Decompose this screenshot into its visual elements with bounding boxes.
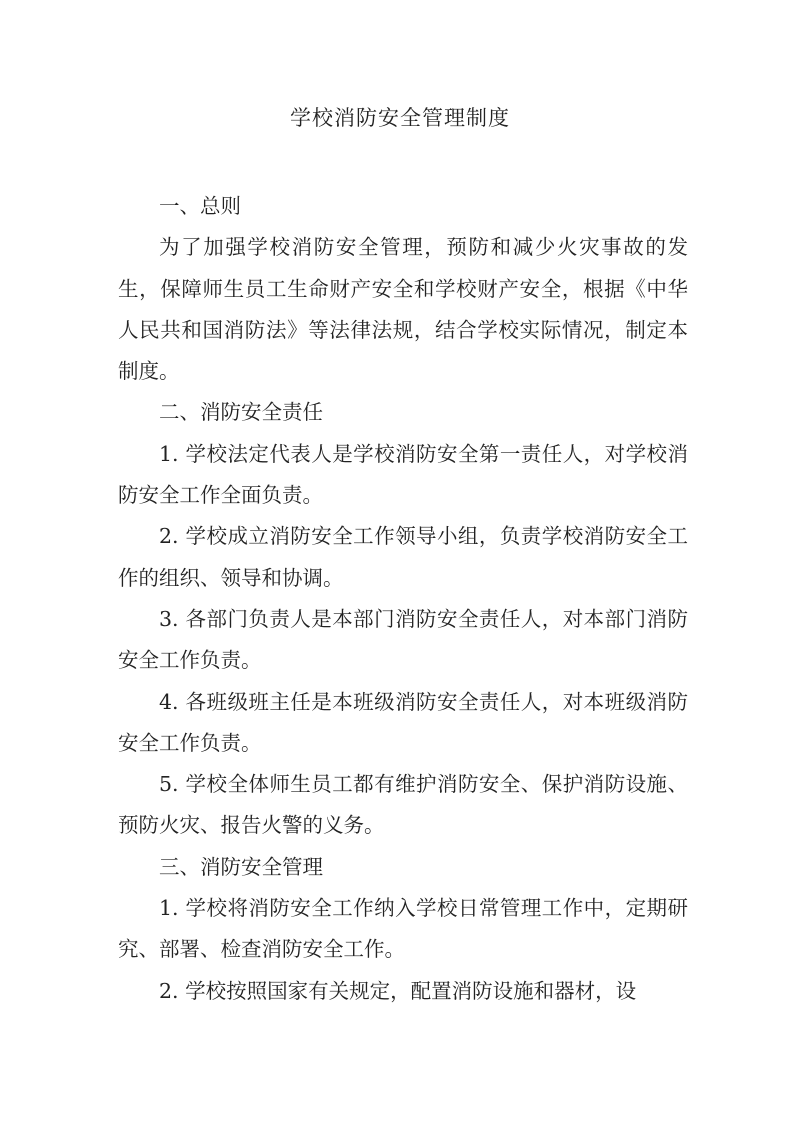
section-heading-management: 三、消防安全管理 [159, 854, 323, 879]
section-heading-responsibility: 二、消防安全责任 [159, 400, 323, 425]
document-title: 学校消防安全管理制度 [290, 106, 510, 130]
paragraph-responsibility-1: 1. 学校法定代表人是学校消防安全第一责任人，对学校消防安全工作全面负责。 [118, 441, 688, 508]
paragraph-responsibility-4: 4. 各班级班主任是本班级消防安全责任人，对本班级消防安全工作负责。 [118, 689, 688, 755]
document-body [118, 186, 688, 1012]
paragraph-responsibility-5: 5. 学校全体师生员工都有维护消防安全、保护消防设施、预防火灾、报告火警的义务。 [118, 772, 688, 838]
paragraph-general-purpose: 为了加强学校消防安全管理，预防和减少火灾事故的发生，保障师生员工生命财产安全和学校财产安全，根据《中华人民共和国消防法》等法律法规，结合学校实际情况，制定本制度。 [118, 235, 688, 384]
paragraph-management-2: 2. 学校按照国家有关规定，配置消防设施和器材，设 [159, 978, 637, 1003]
section-heading-general: 一、总则 [159, 194, 241, 218]
paragraph-management-1: 1. 学校将消防安全工作纳入学校日常管理工作中，定期研究、部署、检查消防安全工作。 [118, 896, 688, 962]
paragraph-responsibility-3: 3. 各部门负责人是本部门消防安全责任人，对本部门消防安全工作负责。 [118, 606, 688, 673]
paragraph-responsibility-2: 2. 学校成立消防安全工作领导小组，负责学校消防安全工作的组织、领导和协调。 [118, 524, 688, 590]
